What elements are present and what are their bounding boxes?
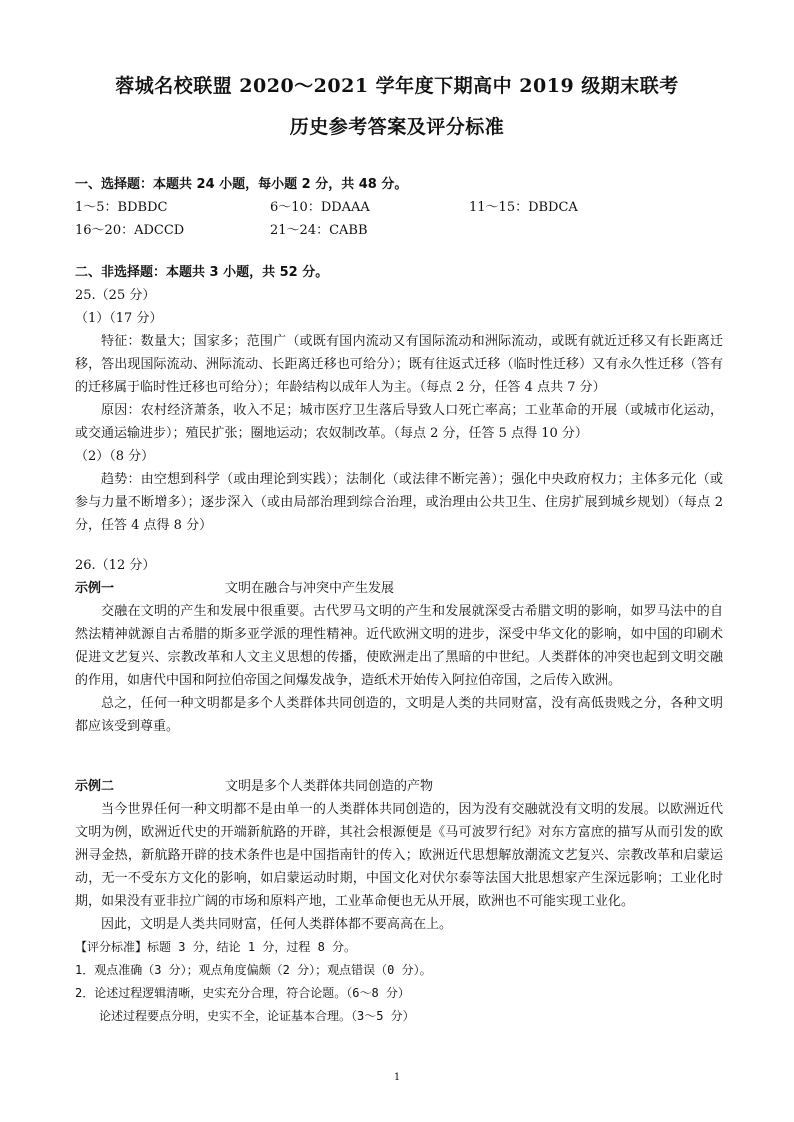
example1-paragraph: 交融在文明的产生和发展中很重要。古代罗马文明的产生和发展就深受古希腊文明的影响，如罗马法中的自然法精神就源自古希腊的斯多亚学派的理性精神。近代欧洲文明的进步，深受中华文化的影响，如中国的印刷术促进文艺复兴、宗教改革和人文主义思想的传播，使欧洲走出了黑暗的中世纪。人类群体的冲突也起到文明交融的作用，如唐代中国和阿拉伯帝国之间爆发战争，造纸术开始传入阿拉伯帝国，之后传入欧洲。	[75, 604, 723, 688]
example2-heading	[75, 775, 723, 798]
q26-label: 26.（12 分）	[75, 558, 156, 573]
example2-paragraph: 当今世界任何一种文明都不是由单一的人类群体共同创造的，因为没有交融就没有文明的发展。以欧洲近代文明为例，欧洲近代史的开端新航路的开辟，其社会根源便是《马可波罗行纪》对东方富庶的描写从而引发的欧洲寻金热，新航路开辟的技术条件也是中国指南针的传入；欧洲近代思想解放潮流文艺复兴、宗教改革和启蒙运动，无一不受东方文化的影响，如启蒙运动时期，中国文化对伏尔泰等法国大批思想家产生深远影响；工业化时期，如果没有亚非拉广阔的市场和原料产地，工业革命便也无从开展，欧洲也不可能实现工业化。	[75, 802, 723, 909]
answer-cell: 6～10：DDAAA	[270, 200, 370, 215]
q25-trend-answer: 趋势：由空想到科学（或由理论到实践）；法制化（或法律不断完善）；强化中央政府权力；主体多元化（或参与力量不断增多）；逐步深入（或由局部治理到综合治理，或治理由公共卫生、住房扩展到城乡规划）（每点 2 分，任答 4 点得 8 分）	[75, 472, 723, 533]
answer-row	[75, 196, 723, 219]
q25-feature-answer: 特征：数量大；国家多；范围广（或既有国内流动又有国际流动和洲际流动，或既有就近迁移又有长距离迁移，答出现国际流动、洲际流动、长距离迁移也可给分）；既有往返式迁移（临时性迁移）又有永久性迁移（答有的迁移属于临时性迁移也可给分）；年龄结构以成年人为主。（每点 2 分，任答 4 点共 7 分）	[75, 334, 723, 395]
answer-cell: 16～20：ADCCD	[75, 223, 185, 238]
section-non-choice	[75, 261, 723, 537]
q25-reason-answer: 原因：农村经济萧条，收入不足；城市医疗卫生落后导致人口死亡率高；工业革命的开展（或城市化运动，或交通运输进步）；殖民扩张；圈地运动；农奴制改革。（每点 2 分，任答 5 点得 10 分）	[75, 403, 723, 441]
page-number: 1	[393, 1072, 401, 1083]
criteria-line: 论述过程要点分明，史实不全，论证基本合理。（3～5 分）	[99, 1009, 415, 1023]
answer-cell: 11～15：DBDCA	[469, 200, 578, 215]
q25-part1-label: （1）（17 分）	[75, 311, 163, 326]
q25-label: 25.（25 分）	[75, 288, 156, 303]
section-multiple-choice	[75, 173, 723, 242]
example1-label: 示例一	[75, 581, 115, 596]
answer-row	[75, 219, 723, 242]
example1-heading	[75, 577, 723, 600]
example2-label: 示例二	[75, 779, 115, 794]
example2-block	[75, 775, 723, 1028]
example1-title: 文明在融合与冲突中产生发展	[225, 581, 395, 596]
q26-block	[75, 554, 723, 738]
example2-conclusion: 因此，文明是人类共同财富，任何人类群体都不要高高在上。	[101, 917, 453, 932]
answer-cell	[469, 219, 669, 242]
answer-cell: 21～24：CABB	[270, 223, 368, 238]
section2-heading: 二、非选择题：本题共 3 小题，共 52 分。	[75, 265, 329, 280]
q25-part2-label: （2）（8 分）	[75, 449, 155, 464]
document-subtitle: 历史参考答案及评分标准	[289, 116, 505, 138]
criteria-line: 【评分标准】标题 3 分，结论 1 分，过程 8 分。	[75, 940, 357, 954]
example2-title: 文明是多个人类群体共同创造的产物	[225, 779, 434, 794]
answer-cell: 1～5：BDBDC	[75, 200, 168, 215]
criteria-line: 1．观点准确（3 分）；观点角度偏颇（2 分）；观点错误（0 分）。	[75, 963, 432, 977]
criteria-line: 2．论述过程逻辑清晰，史实充分合理，符合论题。（6～8 分）	[75, 986, 410, 1000]
example1-conclusion: 总之，任何一种文明都是多个人类群体共同创造的，文明是人类的共同财富，没有高低贵贱之分，各种文明都应该受到尊重。	[75, 696, 723, 734]
section1-heading: 一、选择题：本题共 24 小题，每小题 2 分，共 48 分。	[75, 177, 408, 192]
document-title: 蓉城名校联盟 2020～2021 学年度下期高中 2019 级期末联考	[115, 75, 679, 97]
